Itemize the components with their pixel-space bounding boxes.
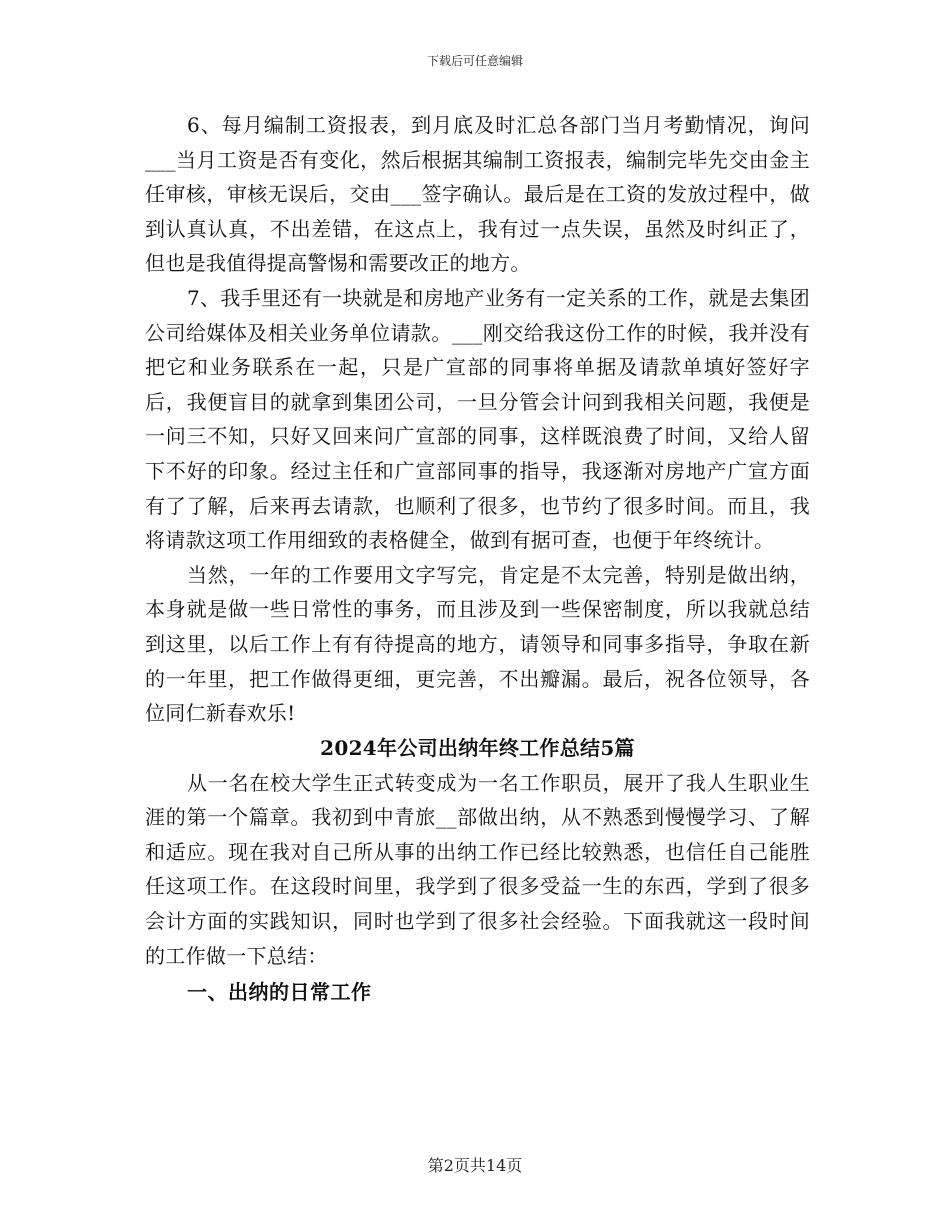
page-number-footer: 第2页共14页 (427, 1156, 523, 1175)
paragraph-item-6: 6、每月编制工资报表，到月底及时汇总各部门当月考勤情况，询问___当月工资是否有变化，然后根据其编制工资报表，编制完毕先交由金主任审核，审核无误后，交由___签字确认。最后是在工资的发放过程中，做到认真认真，不出差错，在这点上，我有过一点失误，虽然及时纠正了，但也是我值得提高警惕和需要改正的地方。 (145, 113, 810, 276)
paragraph-item-7: 7、我手里还有一块就是和房地产业务有一定关系的工作，就是去集团公司给媒体及相关业务单位请款。___刚交给我这份工作的时候，我并没有把它和业务联系在一起，只是广宣部的同事将单据及请款单填好签好字后，我便盲目的就拿到集团公司，一旦分管会计问到我相关问题，我便是一问三不知，只好又回来问广宣部的同事，这样既浪费了时间，又给人留下不好的印象。经过主任和广宣部同事的指导，我逐渐对房地产广宣方面有了了解，后来再去请款，也顺利了很多，也节约了很多时间。而且，我将请款这项工作用细致的表格健全，做到有据可查，也便于年终统计。 (145, 285, 810, 553)
page-header-note: 下载后可任意编辑 (426, 54, 523, 68)
section-title: 2024年公司出纳年终工作总结5篇 (320, 735, 635, 760)
paragraph-closing: 当然，一年的工作要用文字写完，肯定是不太完善，特别是做出纳，本身就是做一些日常性的事务，而且涉及到一些保密制度，所以我就总结到这里，以后工作上有有待提高的地方，请领导和同事多指导，争取在新的一年里，把工作做得更细，更完善，不出瓣漏。最后，祝各位领导，各位同仁新春欢乐! (145, 562, 810, 726)
section-heading: 一、出纳的日常工作 (187, 980, 372, 1005)
paragraph-intro: 从一名在校大学生正式转变成为一名工作职员，展开了我人生职业生涯的第一个篇章。我初到中青旅__部做出纳，从不熟悉到慢慢学习、了解和适应。现在我对自己所从事的出纳工作已经比较熟悉，也信任自己能胜任这项工作。在这段时间里，我学到了很多受益一生的东西，学到了很多会计方面的实践知识，同时也学到了很多社会经验。下面我就这一段时间的工作做一下总结： (145, 770, 810, 968)
document-body (145, 108, 810, 1011)
